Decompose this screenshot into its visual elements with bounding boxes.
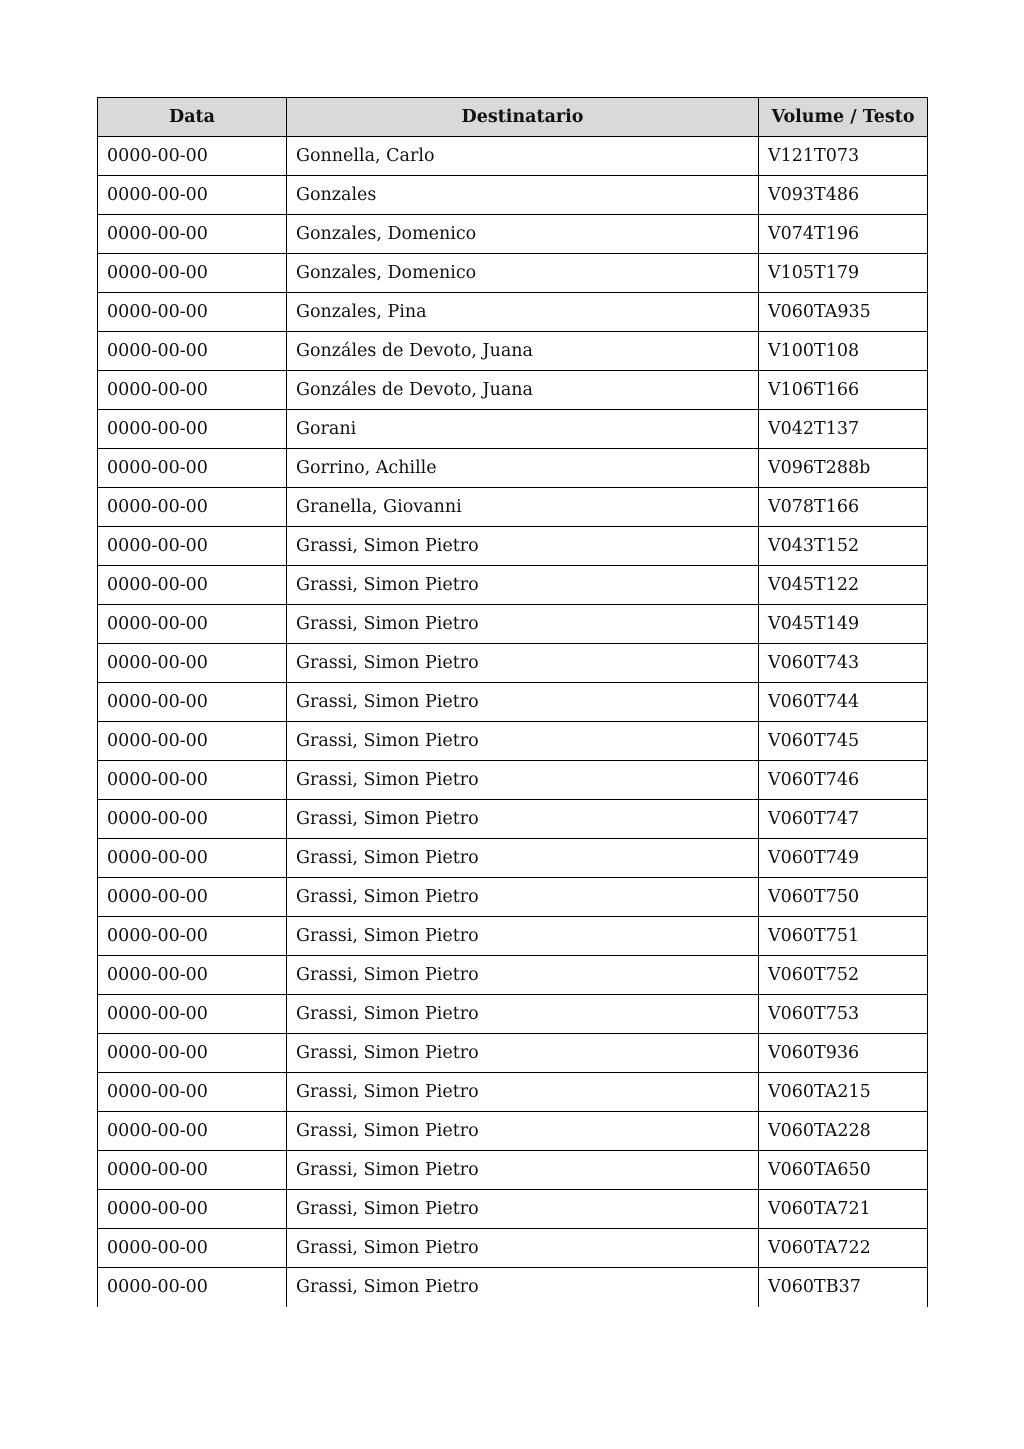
cell-destinatario: Grassi, Simon Pietro — [287, 566, 759, 605]
cell-data: 0000-00-00 — [98, 410, 287, 449]
cell-data: 0000-00-00 — [98, 1112, 287, 1151]
table-row — [98, 800, 928, 839]
cell-volume-testo: V060T745 — [759, 722, 928, 761]
cell-data: 0000-00-00 — [98, 644, 287, 683]
cell-destinatario: Gonzales, Domenico — [287, 254, 759, 293]
table-row — [98, 878, 928, 917]
cell-destinatario: Grassi, Simon Pietro — [287, 1268, 759, 1307]
cell-destinatario: Grassi, Simon Pietro — [287, 683, 759, 722]
cell-volume-testo: V060TA228 — [759, 1112, 928, 1151]
table-row — [98, 605, 928, 644]
cell-data: 0000-00-00 — [98, 1268, 287, 1307]
cell-data: 0000-00-00 — [98, 527, 287, 566]
cell-volume-testo: V060TA935 — [759, 293, 928, 332]
table-row — [98, 176, 928, 215]
cell-destinatario: Grassi, Simon Pietro — [287, 800, 759, 839]
table-row — [98, 644, 928, 683]
cell-data: 0000-00-00 — [98, 878, 287, 917]
cell-data: 0000-00-00 — [98, 1151, 287, 1190]
cell-destinatario: Grassi, Simon Pietro — [287, 1190, 759, 1229]
table-row — [98, 722, 928, 761]
cell-destinatario: Grassi, Simon Pietro — [287, 1151, 759, 1190]
table-row — [98, 137, 928, 176]
table-row — [98, 995, 928, 1034]
cell-data: 0000-00-00 — [98, 839, 287, 878]
cell-data: 0000-00-00 — [98, 566, 287, 605]
cell-volume-testo: V045T149 — [759, 605, 928, 644]
cell-data: 0000-00-00 — [98, 449, 287, 488]
cell-data: 0000-00-00 — [98, 605, 287, 644]
cell-destinatario: Gonzáles de Devoto, Juana — [287, 332, 759, 371]
cell-destinatario: Grassi, Simon Pietro — [287, 995, 759, 1034]
cell-destinatario: Grassi, Simon Pietro — [287, 1073, 759, 1112]
table-row — [98, 1151, 928, 1190]
cell-data: 0000-00-00 — [98, 176, 287, 215]
cell-data: 0000-00-00 — [98, 293, 287, 332]
cell-destinatario: Grassi, Simon Pietro — [287, 761, 759, 800]
cell-data: 0000-00-00 — [98, 488, 287, 527]
column-header-volume-testo: Volume / Testo — [759, 98, 928, 137]
cell-destinatario: Gonzáles de Devoto, Juana — [287, 371, 759, 410]
table-row — [98, 449, 928, 488]
cell-volume-testo: V100T108 — [759, 332, 928, 371]
cell-destinatario: Grassi, Simon Pietro — [287, 527, 759, 566]
cell-volume-testo: V060T747 — [759, 800, 928, 839]
cell-data: 0000-00-00 — [98, 1190, 287, 1229]
table-row — [98, 1229, 928, 1268]
cell-volume-testo: V074T196 — [759, 215, 928, 254]
cell-volume-testo: V093T486 — [759, 176, 928, 215]
table-row — [98, 956, 928, 995]
cell-volume-testo: V043T152 — [759, 527, 928, 566]
cell-destinatario: Grassi, Simon Pietro — [287, 1112, 759, 1151]
table-row — [98, 1190, 928, 1229]
cell-destinatario: Gorani — [287, 410, 759, 449]
cell-volume-testo: V060T936 — [759, 1034, 928, 1073]
table-row — [98, 566, 928, 605]
cell-volume-testo: V060TA721 — [759, 1190, 928, 1229]
cell-destinatario: Grassi, Simon Pietro — [287, 878, 759, 917]
cell-volume-testo: V105T179 — [759, 254, 928, 293]
cell-volume-testo: V060TB37 — [759, 1268, 928, 1307]
cell-destinatario: Gonzales, Pina — [287, 293, 759, 332]
cell-data: 0000-00-00 — [98, 254, 287, 293]
cell-volume-testo: V060TA722 — [759, 1229, 928, 1268]
cell-destinatario: Grassi, Simon Pietro — [287, 722, 759, 761]
cell-destinatario: Gonzales, Domenico — [287, 215, 759, 254]
cell-destinatario: Grassi, Simon Pietro — [287, 644, 759, 683]
cell-destinatario: Granella, Giovanni — [287, 488, 759, 527]
header-row — [98, 98, 928, 137]
cell-destinatario: Gonnella, Carlo — [287, 137, 759, 176]
column-header-destinatario: Destinatario — [287, 98, 759, 137]
cell-volume-testo: V060T752 — [759, 956, 928, 995]
cell-destinatario: Grassi, Simon Pietro — [287, 605, 759, 644]
cell-data: 0000-00-00 — [98, 800, 287, 839]
cell-volume-testo: V060T749 — [759, 839, 928, 878]
cell-data: 0000-00-00 — [98, 683, 287, 722]
cell-volume-testo: V096T288b — [759, 449, 928, 488]
cell-destinatario: Grassi, Simon Pietro — [287, 956, 759, 995]
cell-data: 0000-00-00 — [98, 137, 287, 176]
column-header-data: Data — [98, 98, 287, 137]
cell-volume-testo: V060T746 — [759, 761, 928, 800]
letters-table — [97, 97, 928, 1307]
table-row — [98, 488, 928, 527]
table-row — [98, 839, 928, 878]
cell-data: 0000-00-00 — [98, 1073, 287, 1112]
cell-destinatario: Gorrino, Achille — [287, 449, 759, 488]
table-row — [98, 254, 928, 293]
cell-volume-testo: V078T166 — [759, 488, 928, 527]
table-row — [98, 527, 928, 566]
cell-volume-testo: V060T751 — [759, 917, 928, 956]
cell-data: 0000-00-00 — [98, 956, 287, 995]
cell-data: 0000-00-00 — [98, 1229, 287, 1268]
table-row — [98, 332, 928, 371]
cell-volume-testo: V042T137 — [759, 410, 928, 449]
cell-volume-testo: V060TA215 — [759, 1073, 928, 1112]
table-row — [98, 1268, 928, 1307]
cell-data: 0000-00-00 — [98, 995, 287, 1034]
cell-volume-testo: V121T073 — [759, 137, 928, 176]
cell-destinatario: Grassi, Simon Pietro — [287, 1229, 759, 1268]
cell-data: 0000-00-00 — [98, 371, 287, 410]
cell-data: 0000-00-00 — [98, 917, 287, 956]
cell-destinatario: Grassi, Simon Pietro — [287, 917, 759, 956]
cell-data: 0000-00-00 — [98, 215, 287, 254]
table-row — [98, 293, 928, 332]
cell-data: 0000-00-00 — [98, 722, 287, 761]
cell-volume-testo: V106T166 — [759, 371, 928, 410]
cell-volume-testo: V060TA650 — [759, 1151, 928, 1190]
table-row — [98, 917, 928, 956]
table-row — [98, 761, 928, 800]
cell-volume-testo: V045T122 — [759, 566, 928, 605]
cell-data: 0000-00-00 — [98, 761, 287, 800]
cell-destinatario: Gonzales — [287, 176, 759, 215]
table-row — [98, 1112, 928, 1151]
cell-destinatario: Grassi, Simon Pietro — [287, 1034, 759, 1073]
table-row — [98, 371, 928, 410]
cell-data: 0000-00-00 — [98, 1034, 287, 1073]
table-row — [98, 1073, 928, 1112]
cell-volume-testo: V060T743 — [759, 644, 928, 683]
cell-destinatario: Grassi, Simon Pietro — [287, 839, 759, 878]
table-row — [98, 1034, 928, 1073]
table-row — [98, 215, 928, 254]
cell-volume-testo: V060T744 — [759, 683, 928, 722]
table-body — [98, 137, 928, 1307]
table-row — [98, 410, 928, 449]
table-row — [98, 683, 928, 722]
cell-data: 0000-00-00 — [98, 332, 287, 371]
cell-volume-testo: V060T750 — [759, 878, 928, 917]
table-header — [98, 98, 928, 137]
cell-volume-testo: V060T753 — [759, 995, 928, 1034]
